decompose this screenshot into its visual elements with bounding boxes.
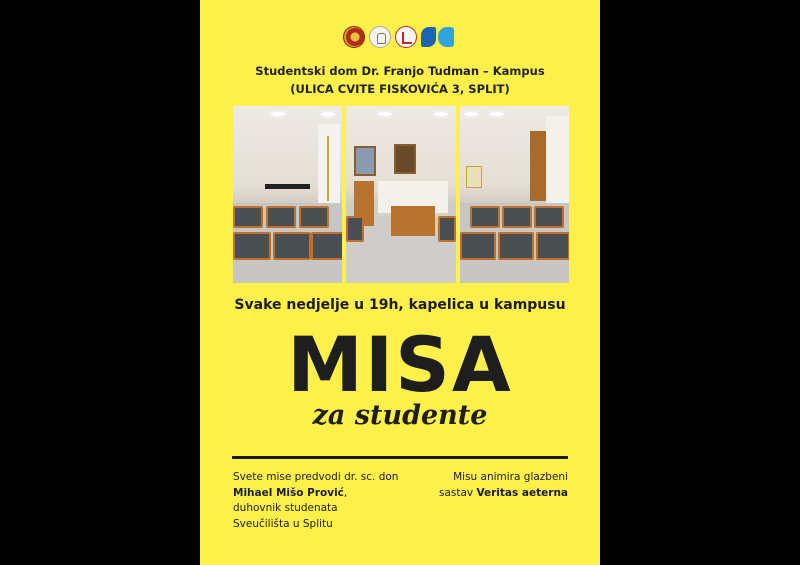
chair — [498, 232, 534, 260]
keyboard-piano — [265, 184, 310, 189]
celebrant-name: Mihael Mišo Prović — [233, 486, 344, 499]
celebrant-line-4: Sveučilišta u Splitu — [233, 518, 333, 531]
chair — [273, 232, 311, 260]
ceiling-light — [434, 112, 448, 116]
chair — [534, 206, 564, 228]
student-center-emblem-logo — [343, 26, 365, 48]
faculty-seal-logo — [395, 26, 417, 48]
music-line-1: Misu animira glazbeni — [453, 471, 568, 483]
ceiling-light — [321, 112, 335, 116]
university-seal-logo — [369, 26, 391, 48]
venue-name: Studentski dom Dr. Franjo Tudman – Kampus — [255, 64, 545, 78]
icon-stand — [466, 166, 482, 188]
chair — [233, 206, 263, 228]
chair — [299, 206, 329, 228]
celebrant-line-3: duhovnik studenata — [233, 502, 338, 515]
celebrant-line-1: Svete mise predvodi dr. sc. don — [233, 471, 399, 483]
pillar — [318, 124, 340, 204]
venue-address — [200, 62, 600, 98]
chair — [346, 216, 364, 242]
ceiling-light — [490, 112, 504, 116]
band-name: Veritas aeterna — [476, 486, 568, 499]
chair — [502, 206, 532, 228]
poster — [200, 0, 600, 565]
schedule-text: Svake nedjelje u 19h, kapelica u kampusu — [234, 297, 566, 313]
sc-logo-c-shape — [438, 27, 454, 47]
celebrant-line-2 — [233, 486, 398, 502]
photo-collage — [233, 106, 569, 283]
poster-subtitle: za studente — [312, 400, 488, 431]
processional-cross-icon — [327, 136, 329, 201]
ceiling-light — [464, 112, 478, 116]
celebrant-info — [233, 470, 398, 533]
ceiling-light — [271, 112, 285, 116]
pillar — [546, 116, 569, 211]
chair — [460, 232, 496, 260]
divider — [232, 456, 568, 459]
music-info — [439, 470, 568, 501]
chair — [470, 206, 500, 228]
sc-logo — [421, 26, 455, 48]
music-line-2-prefix: sastav — [438, 486, 477, 499]
chair — [233, 232, 271, 260]
chapel-photo-center — [346, 106, 455, 283]
saint-painting — [354, 146, 376, 176]
chair — [266, 206, 296, 228]
altar-base — [391, 206, 435, 236]
sc-logo-s-shape — [421, 27, 436, 47]
madonna-painting — [394, 144, 416, 174]
chapel-photo-right — [460, 106, 569, 283]
ceiling-light — [378, 112, 392, 116]
music-line-2 — [439, 486, 568, 502]
chair — [311, 232, 342, 260]
chapel-photo-left — [233, 106, 342, 283]
chair — [536, 232, 569, 260]
logo-row — [343, 25, 455, 49]
venue-street: (ULICA CVITE FISKOVIĆA 3, SPLIT) — [290, 82, 510, 96]
chair — [438, 216, 455, 242]
celebrant-name-suffix: , — [343, 486, 348, 499]
poster-title: MISA — [287, 320, 513, 409]
